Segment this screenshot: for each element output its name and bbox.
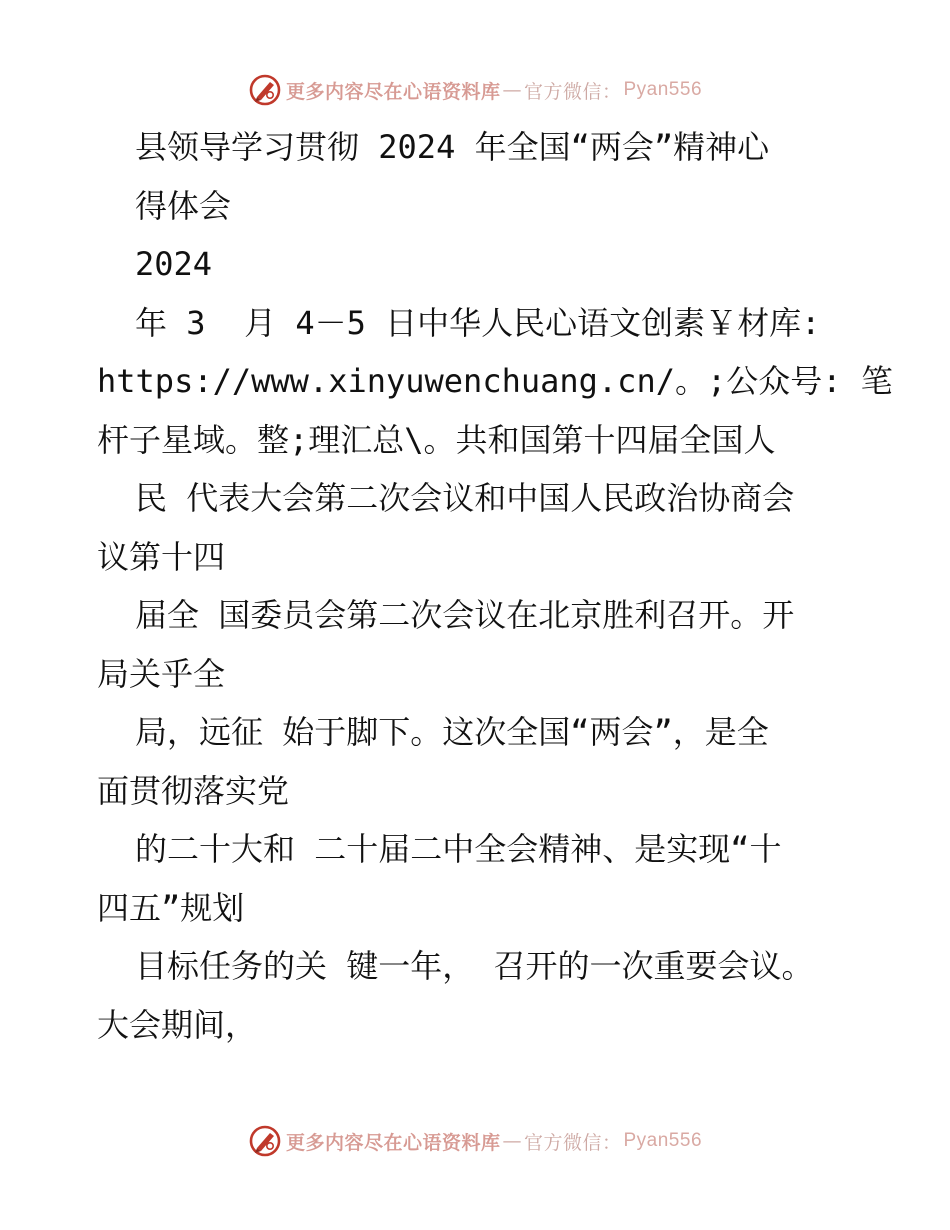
text-line: 局关乎全 — [97, 654, 226, 693]
text-line: 面贯彻落实党 — [97, 771, 290, 810]
pen-logo-icon — [248, 73, 282, 107]
banner-main-text: 更多内容尽在心语资料库 — [285, 1131, 501, 1154]
text-line-url: https://www.xinyuwenchuang.cn/。;公众号: 笔 — [97, 362, 893, 400]
banner-main-text: 更多内容尽在心语资料库 — [285, 80, 501, 103]
title-line-2: 得体会 — [135, 186, 232, 225]
text-line: 杆子星域。整;理汇总\。共和国第十四届全国人 — [97, 420, 776, 459]
text-line: 大会期间， — [97, 1005, 258, 1044]
text-line: 届全 国委员会第二次会议在北京胜利召开。开 — [135, 596, 795, 634]
text-line: 年 3 月 4－5 日中华人民心语文创素￥材库: — [135, 303, 821, 342]
banner-wechat-id: Pyan556 — [623, 1130, 703, 1151]
text-line: 议第十四 — [97, 537, 226, 576]
banner-wechat-label: 官方微信： — [523, 80, 622, 103]
text-line: 2024 — [135, 245, 213, 283]
text-line: 民 代表大会第二次会议和中国人民政治协商会 — [135, 479, 795, 517]
pen-logo-icon — [248, 1124, 282, 1158]
banner-separator: — — [502, 79, 522, 101]
banner-separator: — — [502, 1130, 522, 1152]
text-line: 四五”规划 — [97, 888, 245, 927]
footer-watermark-banner — [0, 1121, 950, 1161]
title-line-1: 县领导学习贯彻 2024 年全国“两会”精神心 — [135, 128, 770, 166]
banner-wechat-id: Pyan556 — [623, 79, 703, 100]
header-watermark-banner — [0, 70, 950, 110]
text-line: 局，远征 始于脚下。这次全国“两会”，是全 — [135, 713, 769, 751]
text-line: 目标任务的关 键一年， 召开的一次重要会议。 — [135, 947, 814, 985]
text-line: 的二十大和 二十届二中全会精神、是实现“十 — [135, 830, 782, 868]
banner-wechat-label: 官方微信： — [523, 1131, 622, 1154]
document-body — [97, 118, 893, 1054]
